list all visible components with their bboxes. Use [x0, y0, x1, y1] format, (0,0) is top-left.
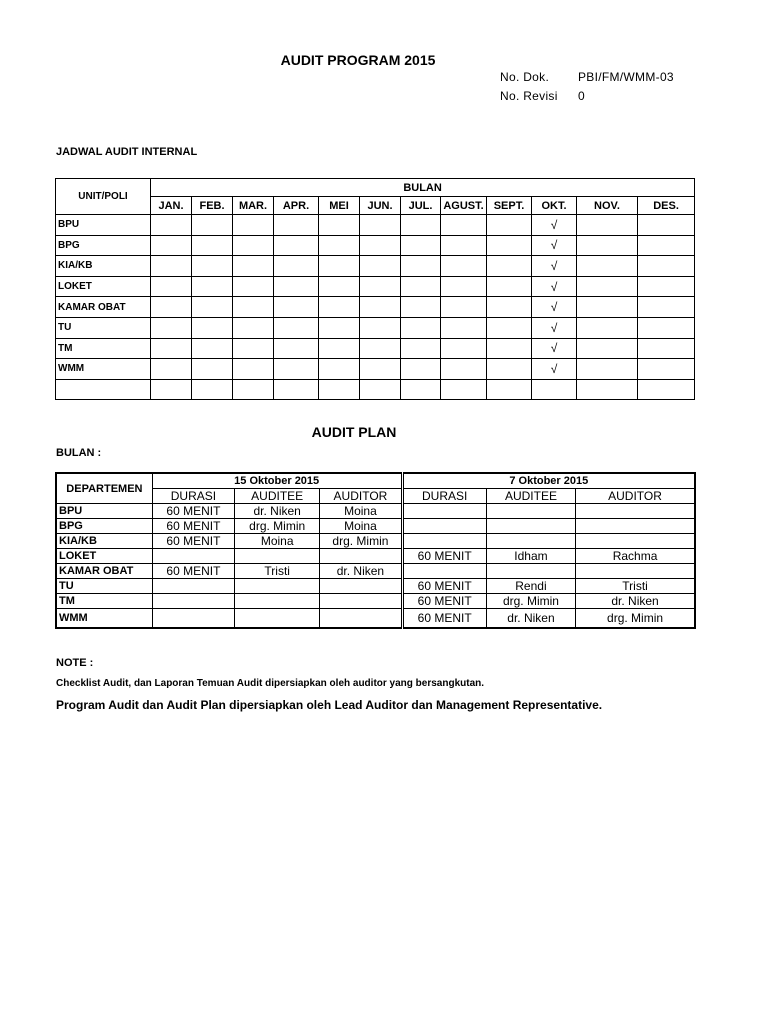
- schedule-cell: [441, 317, 487, 338]
- note-label: NOTE :: [56, 657, 94, 669]
- schedule-cell: [319, 235, 360, 256]
- schedule-cell: [487, 276, 532, 297]
- schedule-cell: [532, 379, 577, 400]
- schedule-cell: [319, 215, 360, 236]
- schedule-cell: [151, 379, 192, 400]
- check-mark: √: [532, 317, 577, 338]
- schedule-cell: [487, 215, 532, 236]
- schedule-cell: [274, 379, 319, 400]
- schedule-cell: [319, 338, 360, 359]
- schedule-cell: [192, 379, 233, 400]
- schedule-cell: [638, 215, 695, 236]
- unit-name: WMM: [56, 359, 151, 380]
- schedule-cell: [401, 215, 441, 236]
- schedule-cell: [441, 235, 487, 256]
- plan-auditee: Rendi: [486, 579, 575, 594]
- plan-auditee: drg. Mimin: [486, 594, 575, 609]
- unit-header: UNIT/POLI: [56, 179, 151, 215]
- plan-duration: [152, 549, 234, 564]
- schedule-cell: [441, 297, 487, 318]
- schedule-cell: [233, 235, 274, 256]
- plan-row: [56, 594, 695, 609]
- month-header: JUN.: [360, 197, 401, 215]
- schedule-cell: [360, 338, 401, 359]
- check-mark: √: [532, 297, 577, 318]
- plan-auditee: Idham: [486, 549, 575, 564]
- plan-duration: [402, 504, 486, 519]
- schedule-row: [56, 359, 695, 380]
- plan-duration: 60 MENIT: [402, 549, 486, 564]
- unit-name: KAMAR OBAT: [56, 297, 151, 318]
- department-name: LOKET: [56, 549, 152, 564]
- plan-subheader-durasi: DURASI: [402, 489, 486, 504]
- plan-auditor: [576, 534, 695, 549]
- month-header: DES.: [638, 197, 695, 215]
- schedule-cell: [441, 338, 487, 359]
- month-header: MAR.: [233, 197, 274, 215]
- month-header: MEI: [319, 197, 360, 215]
- schedule-cell: [638, 317, 695, 338]
- schedule-cell: [151, 297, 192, 318]
- plan-auditor: drg. Mimin: [576, 609, 695, 629]
- plan-auditee: [486, 519, 575, 534]
- schedule-cell: [441, 359, 487, 380]
- department-name: KIA/KB: [56, 534, 152, 549]
- plan-duration: 60 MENIT: [402, 594, 486, 609]
- plan-auditee: dr. Niken: [235, 504, 320, 519]
- plan-auditor: Rachma: [576, 549, 695, 564]
- plan-row: [56, 609, 695, 629]
- schedule-cell: [577, 379, 638, 400]
- check-mark: √: [532, 276, 577, 297]
- schedule-row: [56, 297, 695, 318]
- plan-duration: 60 MENIT: [152, 519, 234, 534]
- plan-auditor: dr. Niken: [320, 564, 402, 579]
- plan-auditee: [235, 594, 320, 609]
- note-line-1: Checklist Audit, dan Laporan Temuan Audit dipersiapkan oleh auditor yang bersangkutan.: [56, 678, 485, 689]
- schedule-cell: [638, 276, 695, 297]
- schedule-cell: [577, 235, 638, 256]
- schedule-cell: [192, 297, 233, 318]
- plan-auditor: [320, 579, 402, 594]
- schedule-cell: [577, 276, 638, 297]
- department-name: TM: [56, 594, 152, 609]
- plan-row: [56, 564, 695, 579]
- schedule-cell: [319, 379, 360, 400]
- schedule-heading: JADWAL AUDIT INTERNAL: [56, 146, 198, 158]
- department-name: BPG: [56, 519, 152, 534]
- schedule-cell: [233, 215, 274, 236]
- schedule-cell: [192, 215, 233, 236]
- plan-auditor: Moina: [320, 504, 402, 519]
- schedule-cell: [638, 256, 695, 277]
- plan-duration: [402, 519, 486, 534]
- schedule-cell: [233, 359, 274, 380]
- plan-subheader-durasi: DURASI: [152, 489, 234, 504]
- plan-subheader-auditor: AUDITOR: [576, 489, 695, 504]
- schedule-cell: [441, 256, 487, 277]
- schedule-cell: [577, 215, 638, 236]
- department-name: WMM: [56, 609, 152, 629]
- plan-duration: 60 MENIT: [152, 564, 234, 579]
- schedule-cell: [274, 338, 319, 359]
- schedule-cell: [487, 297, 532, 318]
- schedule-cell: [274, 317, 319, 338]
- department-name: TU: [56, 579, 152, 594]
- schedule-row: [56, 235, 695, 256]
- plan-auditor: [576, 564, 695, 579]
- schedule-cell: [192, 235, 233, 256]
- schedule-cell: [441, 215, 487, 236]
- month-header: JAN.: [151, 197, 192, 215]
- plan-row: [56, 579, 695, 594]
- doc-number-label: No. Dok.: [500, 70, 550, 84]
- schedule-cell: [487, 317, 532, 338]
- date-header-1: 15 Oktober 2015: [152, 473, 402, 489]
- unit-name: TM: [56, 338, 151, 359]
- month-header: NOV.: [577, 197, 638, 215]
- schedule-cell: [274, 235, 319, 256]
- schedule-cell: [151, 359, 192, 380]
- plan-row: [56, 519, 695, 534]
- plan-subheader-auditee: AUDITEE: [486, 489, 575, 504]
- month-header: JUL.: [401, 197, 441, 215]
- schedule-cell: [487, 338, 532, 359]
- schedule-cell: [233, 317, 274, 338]
- schedule-cell: [319, 256, 360, 277]
- month-header: SEPT.: [487, 197, 532, 215]
- unit-name: BPG: [56, 235, 151, 256]
- schedule-cell: [274, 297, 319, 318]
- schedule-cell: [638, 359, 695, 380]
- schedule-cell: [192, 276, 233, 297]
- schedule-cell: [360, 317, 401, 338]
- schedule-cell: [401, 338, 441, 359]
- audit-plan-table: [55, 472, 696, 629]
- unit-name: TU: [56, 317, 151, 338]
- plan-duration: 60 MENIT: [152, 534, 234, 549]
- plan-auditor: [320, 549, 402, 564]
- check-mark: √: [532, 215, 577, 236]
- schedule-cell: [577, 297, 638, 318]
- plan-auditor: [320, 594, 402, 609]
- schedule-cell: [638, 379, 695, 400]
- schedule-cell: [638, 338, 695, 359]
- schedule-cell: [151, 215, 192, 236]
- plan-auditee: [486, 564, 575, 579]
- schedule-row: [56, 338, 695, 359]
- unit-name: BPU: [56, 215, 151, 236]
- schedule-cell: [274, 359, 319, 380]
- audit-schedule-table: [55, 178, 695, 400]
- schedule-cell: [487, 235, 532, 256]
- schedule-cell: [360, 276, 401, 297]
- department-header: DEPARTEMEN: [56, 473, 152, 504]
- plan-auditee: [486, 534, 575, 549]
- schedule-cell: [319, 276, 360, 297]
- plan-duration: [152, 594, 234, 609]
- unit-name: LOKET: [56, 276, 151, 297]
- plan-auditor: drg. Mimin: [320, 534, 402, 549]
- schedule-cell: [233, 338, 274, 359]
- schedule-cell: [487, 379, 532, 400]
- schedule-cell: [360, 297, 401, 318]
- schedule-cell: [360, 235, 401, 256]
- schedule-cell: [151, 317, 192, 338]
- month-header: AGUST.: [441, 197, 487, 215]
- schedule-cell: [233, 297, 274, 318]
- month-header: APR.: [274, 197, 319, 215]
- plan-subheader-auditee: AUDITEE: [235, 489, 320, 504]
- unit-name: [56, 379, 151, 400]
- schedule-row: [56, 256, 695, 277]
- plan-auditor: [576, 519, 695, 534]
- plan-auditee: Moina: [235, 534, 320, 549]
- plan-row: [56, 534, 695, 549]
- month-group-header: BULAN: [151, 179, 695, 197]
- revision-label: No. Revisi: [500, 89, 558, 103]
- schedule-cell: [577, 359, 638, 380]
- schedule-cell: [192, 359, 233, 380]
- schedule-cell: [233, 256, 274, 277]
- plan-duration: [402, 564, 486, 579]
- schedule-cell: [233, 379, 274, 400]
- schedule-cell: [401, 297, 441, 318]
- schedule-row: [56, 317, 695, 338]
- plan-auditee: [235, 549, 320, 564]
- schedule-row: [56, 215, 695, 236]
- plan-duration: 60 MENIT: [402, 579, 486, 594]
- schedule-cell: [274, 276, 319, 297]
- schedule-cell: [638, 235, 695, 256]
- plan-row: [56, 504, 695, 519]
- plan-auditor: Tristi: [576, 579, 695, 594]
- schedule-cell: [192, 338, 233, 359]
- check-mark: √: [532, 359, 577, 380]
- schedule-cell: [401, 317, 441, 338]
- schedule-cell: [487, 256, 532, 277]
- schedule-cell: [360, 215, 401, 236]
- schedule-cell: [360, 379, 401, 400]
- check-mark: √: [532, 235, 577, 256]
- unit-name: KIA/KB: [56, 256, 151, 277]
- schedule-cell: [319, 359, 360, 380]
- date-header-2: 7 Oktober 2015: [402, 473, 695, 489]
- schedule-cell: [360, 359, 401, 380]
- month-header: FEB.: [192, 197, 233, 215]
- plan-auditee: [486, 504, 575, 519]
- schedule-cell: [577, 338, 638, 359]
- schedule-cell: [151, 338, 192, 359]
- page-title: AUDIT PROGRAM 2015: [280, 52, 436, 68]
- note-line-2: Program Audit dan Audit Plan dipersiapkan oleh Lead Auditor dan Management Representative.: [56, 698, 603, 712]
- plan-auditor: dr. Niken: [576, 594, 695, 609]
- plan-duration: [152, 579, 234, 594]
- schedule-cell: [401, 256, 441, 277]
- schedule-cell: [319, 317, 360, 338]
- schedule-cell: [151, 256, 192, 277]
- check-mark: √: [532, 256, 577, 277]
- plan-auditee: [235, 609, 320, 629]
- plan-subheader-auditor: AUDITOR: [320, 489, 402, 504]
- schedule-cell: [274, 215, 319, 236]
- schedule-cell: [441, 379, 487, 400]
- schedule-row: [56, 276, 695, 297]
- month-label: BULAN :: [56, 447, 102, 459]
- schedule-row: [56, 379, 695, 400]
- schedule-cell: [233, 276, 274, 297]
- plan-auditor: [576, 504, 695, 519]
- plan-auditor: Moina: [320, 519, 402, 534]
- schedule-cell: [401, 276, 441, 297]
- audit-plan-title: AUDIT PLAN: [311, 424, 397, 440]
- plan-duration: [402, 534, 486, 549]
- schedule-cell: [401, 379, 441, 400]
- plan-auditee: drg. Mimin: [235, 519, 320, 534]
- plan-auditee: Tristi: [235, 564, 320, 579]
- schedule-cell: [577, 256, 638, 277]
- month-header: OKT.: [532, 197, 577, 215]
- schedule-cell: [441, 276, 487, 297]
- schedule-cell: [192, 317, 233, 338]
- plan-duration: [152, 609, 234, 629]
- schedule-cell: [274, 256, 319, 277]
- schedule-cell: [319, 297, 360, 318]
- schedule-cell: [360, 256, 401, 277]
- schedule-cell: [151, 276, 192, 297]
- department-name: KAMAR OBAT: [56, 564, 152, 579]
- plan-auditor: [320, 609, 402, 629]
- plan-auditee: dr. Niken: [486, 609, 575, 629]
- plan-duration: 60 MENIT: [152, 504, 234, 519]
- doc-number-value: PBI/FM/WMM-03: [578, 70, 674, 84]
- schedule-cell: [487, 359, 532, 380]
- plan-auditee: [235, 579, 320, 594]
- plan-row: [56, 549, 695, 564]
- schedule-cell: [638, 297, 695, 318]
- check-mark: √: [532, 338, 577, 359]
- schedule-cell: [192, 256, 233, 277]
- schedule-cell: [401, 359, 441, 380]
- schedule-cell: [577, 317, 638, 338]
- department-name: BPU: [56, 504, 152, 519]
- revision-value: 0: [578, 89, 585, 103]
- schedule-cell: [151, 235, 192, 256]
- plan-duration: 60 MENIT: [402, 609, 486, 629]
- schedule-cell: [401, 235, 441, 256]
